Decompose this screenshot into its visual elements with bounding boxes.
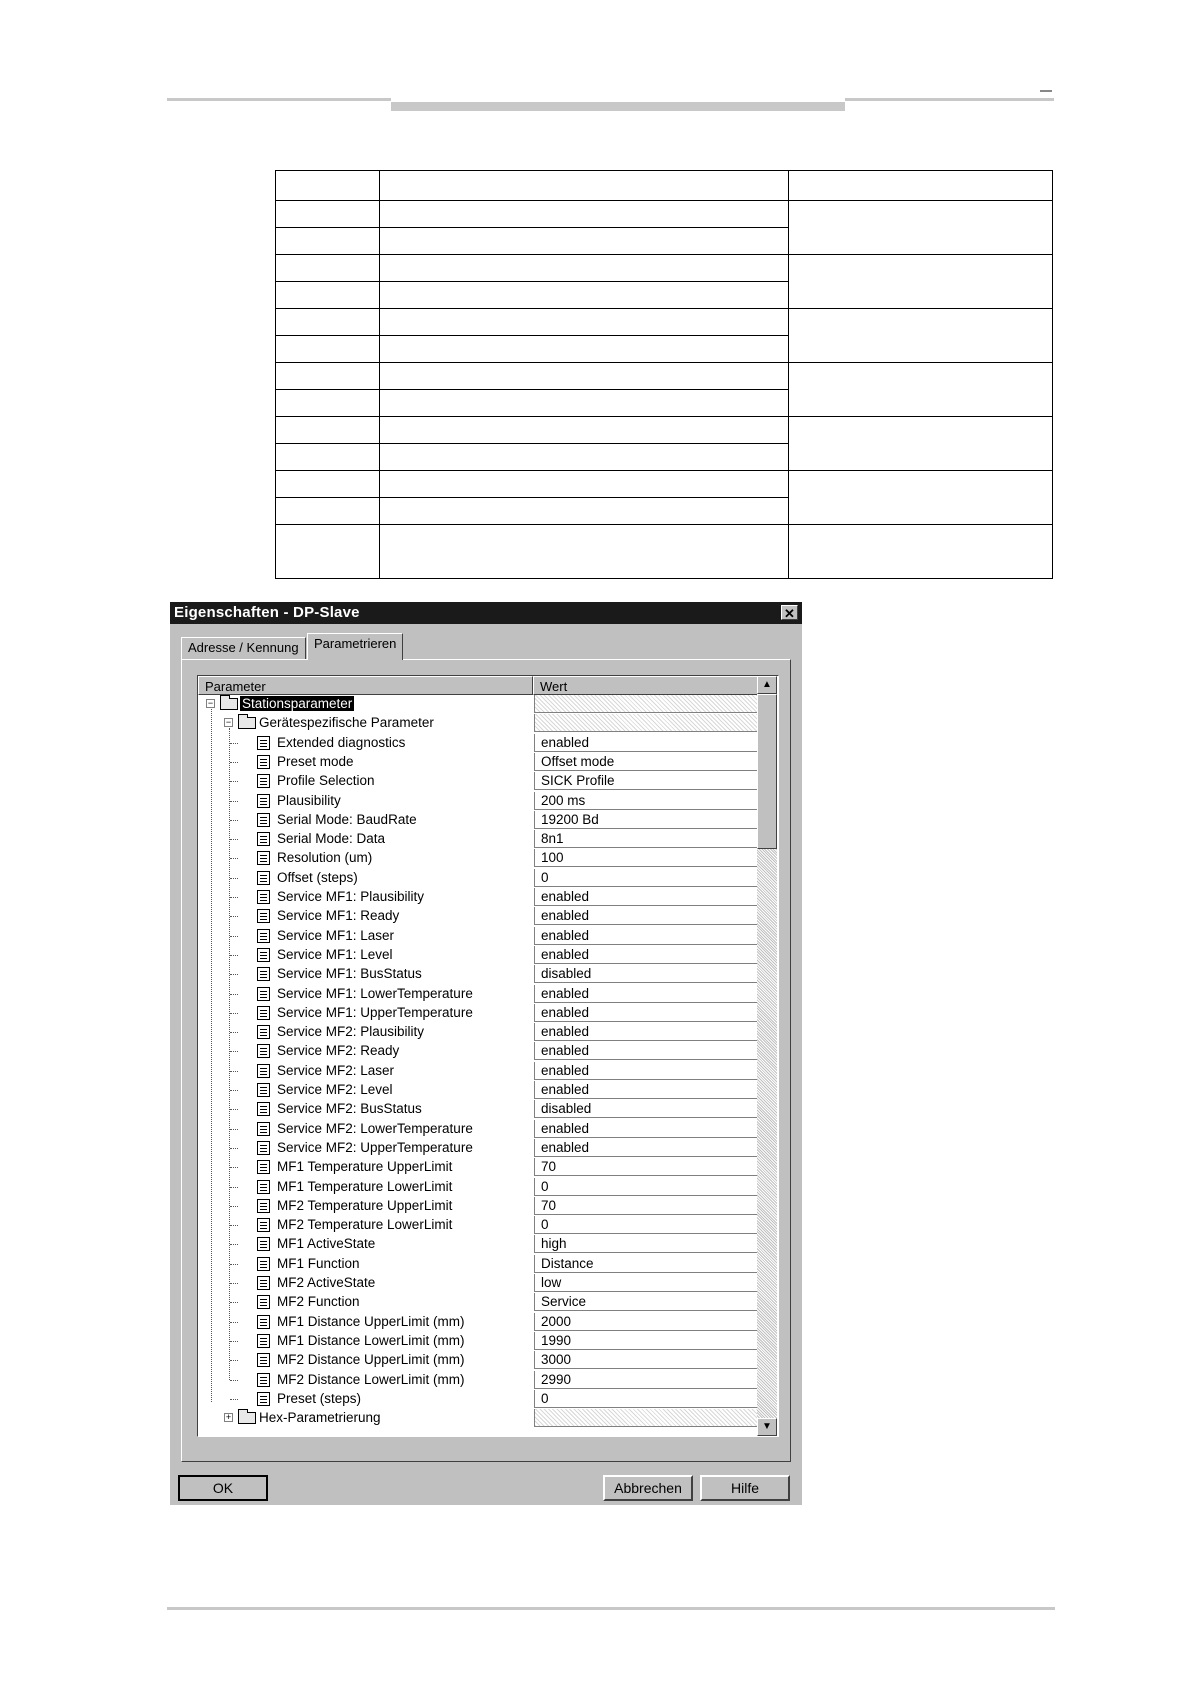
parameter-name: Service MF1: Ready <box>277 908 400 924</box>
table-row[interactable] <box>198 1293 758 1312</box>
parameter-value[interactable]: enabled <box>534 985 757 1003</box>
parameter-value[interactable]: enabled <box>534 888 757 906</box>
footer-rule <box>167 1607 1055 1610</box>
table-row[interactable] <box>198 1100 758 1119</box>
tree-label-root: Stationsparameter <box>242 696 353 711</box>
tree-connector <box>230 974 238 976</box>
parameter-value[interactable]: enabled <box>534 1004 757 1022</box>
parameter-value[interactable]: Service <box>534 1293 757 1311</box>
cancel-button[interactable]: Abbrechen <box>603 1475 693 1501</box>
tree-connector <box>230 1013 238 1015</box>
parameter-name: MF2 ActiveState <box>277 1275 376 1290</box>
header-mark <box>1040 90 1052 92</box>
value-cell-empty <box>534 1409 757 1427</box>
scroll-thumb[interactable] <box>757 694 777 849</box>
tree-connector <box>230 858 238 860</box>
parameter-icon <box>257 929 270 943</box>
parameter-icon <box>257 832 270 846</box>
header-rule-left <box>167 98 391 101</box>
scroll-up-icon[interactable]: ▲ <box>757 676 777 694</box>
folder-icon <box>220 698 238 710</box>
parameter-icon <box>257 1353 270 1367</box>
parameter-name: Service MF1: Level <box>277 946 393 962</box>
parameter-value[interactable]: 3000 <box>534 1351 757 1369</box>
parameter-icon <box>257 1102 270 1116</box>
parameter-name: MF2 Distance LowerLimit (mm) <box>277 1371 465 1387</box>
tree-connector <box>230 743 238 745</box>
tree-connector <box>230 1129 238 1131</box>
table-row[interactable] <box>198 1371 758 1390</box>
title-bar <box>170 602 802 624</box>
tree-connector <box>230 916 238 918</box>
table-row[interactable] <box>198 1158 758 1177</box>
help-button[interactable]: Hilfe <box>700 1475 790 1501</box>
tree-connector <box>230 1302 238 1304</box>
parameter-value[interactable]: 0 <box>534 1390 757 1408</box>
table-row[interactable] <box>198 1235 758 1254</box>
vertical-scrollbar[interactable] <box>757 676 777 1436</box>
table-row[interactable] <box>198 830 758 849</box>
parameter-icon <box>257 851 270 865</box>
parameter-value[interactable]: enabled <box>534 1139 757 1157</box>
table-row[interactable] <box>198 1004 758 1023</box>
table-row[interactable] <box>198 888 758 907</box>
parameter-icon <box>257 1295 270 1309</box>
tree-connector <box>230 1032 238 1034</box>
parameter-value[interactable]: enabled <box>534 734 757 752</box>
table-row[interactable] <box>198 1139 758 1158</box>
parameter-value[interactable]: enabled <box>534 927 757 945</box>
parameter-name: Resolution (um) <box>277 850 373 866</box>
table-row[interactable] <box>198 965 758 984</box>
tree-connector <box>230 1380 238 1382</box>
tree-connector <box>230 1399 238 1401</box>
table-row[interactable] <box>198 811 758 830</box>
parameter-value[interactable]: disabled <box>534 965 757 983</box>
column-header-value[interactable]: Wert <box>533 676 758 695</box>
tree-connector <box>230 839 238 841</box>
parameter-value[interactable]: 2000 <box>534 1313 757 1331</box>
table-rule <box>275 578 1053 579</box>
tree-connector <box>230 1090 238 1092</box>
parameter-value[interactable]: enabled <box>534 1081 757 1099</box>
parameter-icon <box>257 1044 270 1058</box>
parameter-value[interactable]: 19200 Bd <box>534 811 757 829</box>
parameter-value[interactable]: 70 <box>534 1197 757 1215</box>
table-row[interactable] <box>198 1313 758 1332</box>
parameter-list[interactable] <box>197 675 779 1437</box>
parameter-name: Offset (steps) <box>277 869 358 885</box>
parameter-name: Service MF1: Laser <box>277 927 395 943</box>
table-rule <box>275 335 788 336</box>
parameter-value[interactable]: low <box>534 1274 757 1292</box>
table-row[interactable] <box>198 1390 758 1409</box>
parameter-name: Serial Mode: BaudRate <box>277 811 417 827</box>
table-row[interactable] <box>198 927 758 946</box>
parameter-value[interactable]: 200 ms <box>534 792 757 810</box>
tree-connector <box>230 1264 238 1266</box>
table-row[interactable] <box>198 772 758 791</box>
table-row[interactable] <box>198 1042 758 1061</box>
parameter-icon <box>257 871 270 885</box>
table-rule <box>275 389 788 390</box>
parameter-name: Service MF2: Ready <box>277 1043 400 1059</box>
parameter-name: Plausibility <box>277 792 341 808</box>
parameter-name: MF2 Function <box>277 1294 360 1310</box>
parameter-value[interactable]: Distance <box>534 1255 757 1273</box>
folder-icon <box>238 717 256 729</box>
table-row[interactable] <box>198 1274 758 1293</box>
tree-connector <box>230 1148 238 1150</box>
tree-connector <box>230 1360 238 1362</box>
tab-adresse-kennung[interactable]: Adresse / Kennung <box>181 637 306 659</box>
ok-button[interactable]: OK <box>178 1475 268 1501</box>
tree-connector <box>230 878 238 880</box>
value-cell-empty <box>534 714 757 732</box>
tree-connector <box>230 801 238 803</box>
parameter-value[interactable]: enabled <box>534 907 757 925</box>
tree-row-group[interactable] <box>198 714 758 733</box>
table-rule <box>275 416 1053 417</box>
parameter-name: Service MF1: BusStatus <box>277 966 422 982</box>
table-row[interactable] <box>198 753 758 772</box>
table-rule <box>275 254 1053 255</box>
parameter-icon <box>257 1025 270 1039</box>
table-rule <box>275 443 788 444</box>
tree-guide <box>229 728 230 1380</box>
header-bar <box>391 102 845 111</box>
parameter-value[interactable]: enabled <box>534 1042 757 1060</box>
value-cell-empty <box>534 695 757 713</box>
parameter-value[interactable]: 0 <box>534 1178 757 1196</box>
parameter-name: Service MF2: UpperTemperature <box>277 1139 473 1155</box>
tree-connector <box>230 1322 238 1324</box>
parameter-icon <box>257 794 270 808</box>
table-row[interactable] <box>198 1351 758 1370</box>
table-row[interactable] <box>198 907 758 926</box>
parameter-name: Extended diagnostics <box>277 734 406 750</box>
parameter-value[interactable]: 0 <box>534 1216 757 1234</box>
tree-connector <box>230 955 238 957</box>
table-rule <box>275 281 788 282</box>
table-rule <box>1052 170 1053 578</box>
parameter-value[interactable]: 100 <box>534 849 757 867</box>
parameter-value[interactable]: 2990 <box>534 1371 757 1389</box>
parameter-name: Service MF2: BusStatus <box>277 1101 422 1117</box>
parameter-icon <box>257 813 270 827</box>
tree-row-hex[interactable] <box>198 1409 758 1428</box>
collapse-icon[interactable]: − <box>207 698 214 708</box>
parameter-icon <box>257 1218 270 1232</box>
table-row[interactable] <box>198 1255 758 1274</box>
parameter-value[interactable]: disabled <box>534 1100 757 1118</box>
scroll-down-icon[interactable]: ▼ <box>757 1418 777 1436</box>
table-row[interactable] <box>198 1332 758 1351</box>
parameter-icon <box>257 967 270 981</box>
parameter-icon <box>257 948 270 962</box>
table-rule <box>379 170 380 578</box>
table-rule <box>788 170 789 578</box>
tree-connector <box>230 1225 238 1227</box>
table-row[interactable] <box>198 1197 758 1216</box>
tree-connector <box>230 1206 238 1208</box>
table-row[interactable] <box>198 1023 758 1042</box>
table-row[interactable] <box>198 1120 758 1139</box>
tree-connector <box>230 820 238 822</box>
tree-label-hex: Hex-Parametrierung <box>259 1410 381 1426</box>
parameter-value[interactable]: 0 <box>534 869 757 887</box>
table-rule <box>275 470 1053 471</box>
parameter-icon <box>257 774 270 788</box>
parameter-value[interactable]: SICK Profile <box>534 772 757 790</box>
parameter-value[interactable]: high <box>534 1235 757 1253</box>
parameter-icon <box>257 1160 270 1174</box>
parameter-name: Service MF1: LowerTemperature <box>277 985 473 1001</box>
parameter-icon <box>257 1141 270 1155</box>
parameter-value[interactable]: enabled <box>534 1023 757 1041</box>
parameter-name: MF2 Temperature UpperLimit <box>277 1197 453 1213</box>
tree-connector <box>230 1109 238 1111</box>
tree-row-root[interactable] <box>198 695 758 714</box>
parameter-name: Service MF2: Laser <box>277 1062 395 1078</box>
table-rule <box>275 524 1053 525</box>
tree-connector <box>230 1071 238 1073</box>
parameter-icon <box>257 1392 270 1406</box>
parameter-name: Service MF2: LowerTemperature <box>277 1120 473 1136</box>
table-row[interactable] <box>198 792 758 811</box>
parameter-name: Service MF2: Plausibility <box>277 1024 425 1040</box>
parameter-value[interactable]: 1990 <box>534 1332 757 1350</box>
tree-connector <box>230 762 238 764</box>
list-header <box>198 676 758 695</box>
tree-guide <box>211 709 212 1402</box>
parameter-value[interactable]: Offset mode <box>534 753 757 771</box>
collapse-icon[interactable]: − <box>225 717 232 728</box>
parameter-value[interactable]: enabled <box>534 1120 757 1138</box>
table-row[interactable] <box>198 849 758 868</box>
empty-table <box>275 170 1053 578</box>
parameter-value[interactable]: 70 <box>534 1158 757 1176</box>
tree-label-group: Gerätespezifische Parameter <box>259 715 434 731</box>
tree-connector <box>230 1051 238 1053</box>
parameter-icon <box>257 1006 270 1020</box>
table-row[interactable] <box>198 1216 758 1235</box>
tree-connector <box>230 897 238 899</box>
table-row[interactable] <box>198 869 758 888</box>
parameter-icon <box>257 1257 270 1271</box>
table-row[interactable] <box>198 1081 758 1100</box>
table-rule <box>275 362 1053 363</box>
table-rule <box>275 170 1053 171</box>
parameter-name: MF1 Distance LowerLimit (mm) <box>277 1332 465 1348</box>
parameter-icon <box>257 909 270 923</box>
column-header-parameter[interactable]: Parameter <box>198 676 533 695</box>
table-rule <box>275 170 276 578</box>
parameter-icon <box>257 987 270 1001</box>
parameter-icon <box>257 755 270 769</box>
parameter-icon <box>257 890 270 904</box>
tree-connector <box>230 1283 238 1285</box>
parameter-value[interactable]: enabled <box>534 1062 757 1080</box>
tree-connector <box>230 781 238 783</box>
table-row[interactable] <box>198 946 758 965</box>
expand-icon[interactable]: + <box>225 1412 232 1423</box>
parameter-icon <box>257 736 270 750</box>
dialog-title: Eigenschaften - DP-Slave <box>174 604 360 621</box>
parameter-name: MF2 Temperature LowerLimit <box>277 1217 453 1233</box>
parameter-icon <box>257 1373 270 1387</box>
parameter-name: MF2 Distance UpperLimit (mm) <box>277 1352 465 1368</box>
parameter-icon <box>257 1083 270 1097</box>
parameter-name: MF1 Distance UpperLimit (mm) <box>277 1313 465 1329</box>
table-rule <box>275 227 788 228</box>
parameter-name: Service MF1: UpperTemperature <box>277 1004 473 1020</box>
parameter-name: Service MF1: Plausibility <box>277 889 425 904</box>
tree-connector <box>230 994 238 996</box>
table-rule <box>275 308 1053 309</box>
table-rule <box>275 200 1053 201</box>
parameter-icon <box>257 1064 270 1078</box>
header-rule-right <box>845 98 1054 101</box>
parameter-icon <box>257 1199 270 1213</box>
close-icon[interactable]: ✕ <box>781 605 798 620</box>
parameter-name: Serial Mode: Data <box>277 831 386 847</box>
parameter-icon <box>257 1315 270 1329</box>
tree-connector <box>230 936 238 938</box>
parameter-icon <box>257 1180 270 1194</box>
parameter-name: Preset mode <box>277 753 354 769</box>
parameter-name: MF1 Temperature LowerLimit <box>277 1178 453 1194</box>
parameter-name: Service MF2: Level <box>277 1082 393 1097</box>
parameter-value[interactable]: enabled <box>534 946 757 964</box>
parameter-icon <box>257 1237 270 1251</box>
parameter-name: MF1 Temperature UpperLimit <box>277 1159 453 1175</box>
parameter-icon <box>257 1122 270 1136</box>
parameter-icon <box>257 1334 270 1348</box>
tree-connector <box>230 1187 238 1189</box>
parameter-value[interactable]: 8n1 <box>534 830 757 848</box>
parameter-name: Preset (steps) <box>277 1390 362 1406</box>
tree-connector <box>230 1167 238 1169</box>
tab-parametrieren[interactable]: Parametrieren <box>307 633 403 660</box>
table-row[interactable] <box>198 985 758 1004</box>
table-row[interactable] <box>198 734 758 753</box>
folder-icon <box>238 1412 256 1424</box>
table-row[interactable] <box>198 1178 758 1197</box>
parameter-icon <box>257 1276 270 1290</box>
parameter-name: MF1 Function <box>277 1255 360 1271</box>
parameter-name: Profile Selection <box>277 773 375 789</box>
table-row[interactable] <box>198 1062 758 1081</box>
parameter-name: MF1 ActiveState <box>277 1236 376 1252</box>
tree-connector <box>230 1244 238 1246</box>
tree-connector <box>230 1341 238 1343</box>
table-rule <box>275 497 788 498</box>
